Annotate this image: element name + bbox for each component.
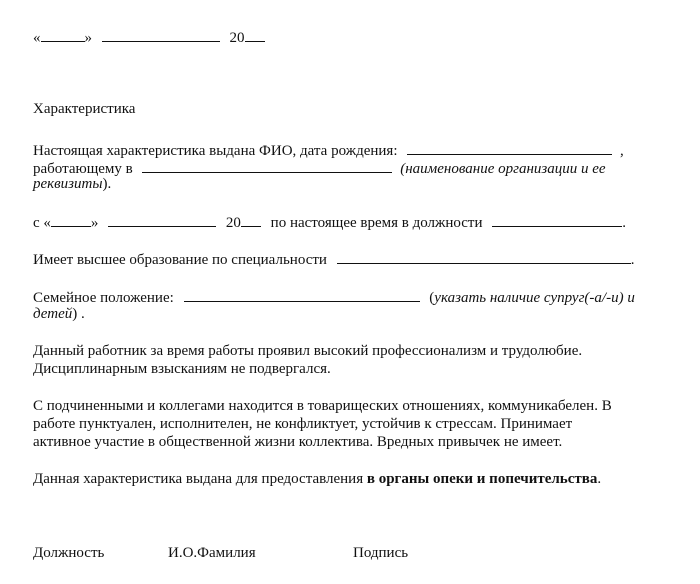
since-month-blank	[108, 212, 216, 227]
relations-line1: С подчиненными и коллегами находится в товарищеских отношениях, коммуникабелен. В	[33, 398, 612, 414]
since-day-blank	[51, 212, 91, 227]
para1-line3	[33, 175, 111, 193]
family-status-blank	[184, 287, 420, 302]
education-end: .	[630, 252, 635, 268]
since-line	[33, 212, 626, 232]
since-end: .	[622, 215, 627, 231]
relations-line2: работе пунктуален, исполнителен, не конфликтует, устойчив к стрессам. Принимает	[33, 416, 573, 432]
para1-line2-text: работающему в	[33, 161, 133, 177]
family-line1	[33, 287, 635, 307]
birthdate-blank	[407, 140, 612, 155]
family-line2	[33, 305, 85, 323]
purpose-end: .	[597, 471, 602, 487]
family-hint-open: (	[429, 290, 435, 306]
work-line2: Дисциплинарным взысканиям не подвергался.	[33, 361, 331, 377]
purpose-line	[33, 470, 601, 488]
work-line1: Данный работник за время работы проявил высокий профессионализм и трудолюбие.	[33, 343, 583, 359]
purpose-bold: в органы опеки и попечительства	[366, 471, 598, 487]
since-quote-close: »	[90, 215, 99, 231]
specialty-blank	[337, 249, 631, 264]
since-year-blank	[241, 212, 261, 227]
education-line	[33, 249, 634, 269]
since-prefix: с «	[33, 215, 51, 231]
organization-hint: (наименование организации и ее	[400, 161, 606, 177]
document-title: Характеристика	[33, 101, 136, 117]
date-day-blank	[41, 27, 85, 42]
para1-line1	[33, 140, 624, 160]
since-year-prefix: 20	[225, 215, 241, 231]
signature-position: Должность	[33, 545, 105, 561]
para1-line1-end: ,	[619, 143, 624, 159]
family-hint-line2: детей	[33, 306, 73, 322]
date-quote-close: »	[84, 30, 92, 46]
para1-line1-text: Настоящая характеристика выдана ФИО, дата рождения:	[33, 143, 398, 159]
date-year-blank	[245, 27, 265, 42]
para1-line3-end: ).	[102, 176, 112, 192]
date-month-blank	[102, 27, 220, 42]
family-hint-line1: указать наличие супруг(-а/-и) и	[434, 290, 635, 306]
relations-line3: активное участие в общественной жизни коллектива. Вредных привычек не имеет.	[33, 434, 563, 450]
since-text: по настоящее время в должности	[270, 215, 483, 231]
date-quote-open: «	[33, 30, 41, 46]
purpose-text: Данная характеристика выдана для предоставления	[33, 471, 367, 487]
organization-blank	[142, 158, 392, 173]
family-label: Семейное положение:	[33, 290, 174, 306]
requisites-hint: реквизиты	[33, 176, 103, 192]
date-year-prefix: 20	[229, 30, 245, 46]
position-blank	[492, 212, 622, 227]
education-text: Имеет высшее образование по специальности	[33, 252, 327, 268]
family-hint-close: ) .	[72, 306, 85, 322]
signature-sign: Подпись	[353, 545, 409, 561]
para1-line2	[33, 158, 606, 178]
date-line	[33, 27, 265, 47]
signature-name: И.О.Фамилия	[168, 545, 256, 561]
